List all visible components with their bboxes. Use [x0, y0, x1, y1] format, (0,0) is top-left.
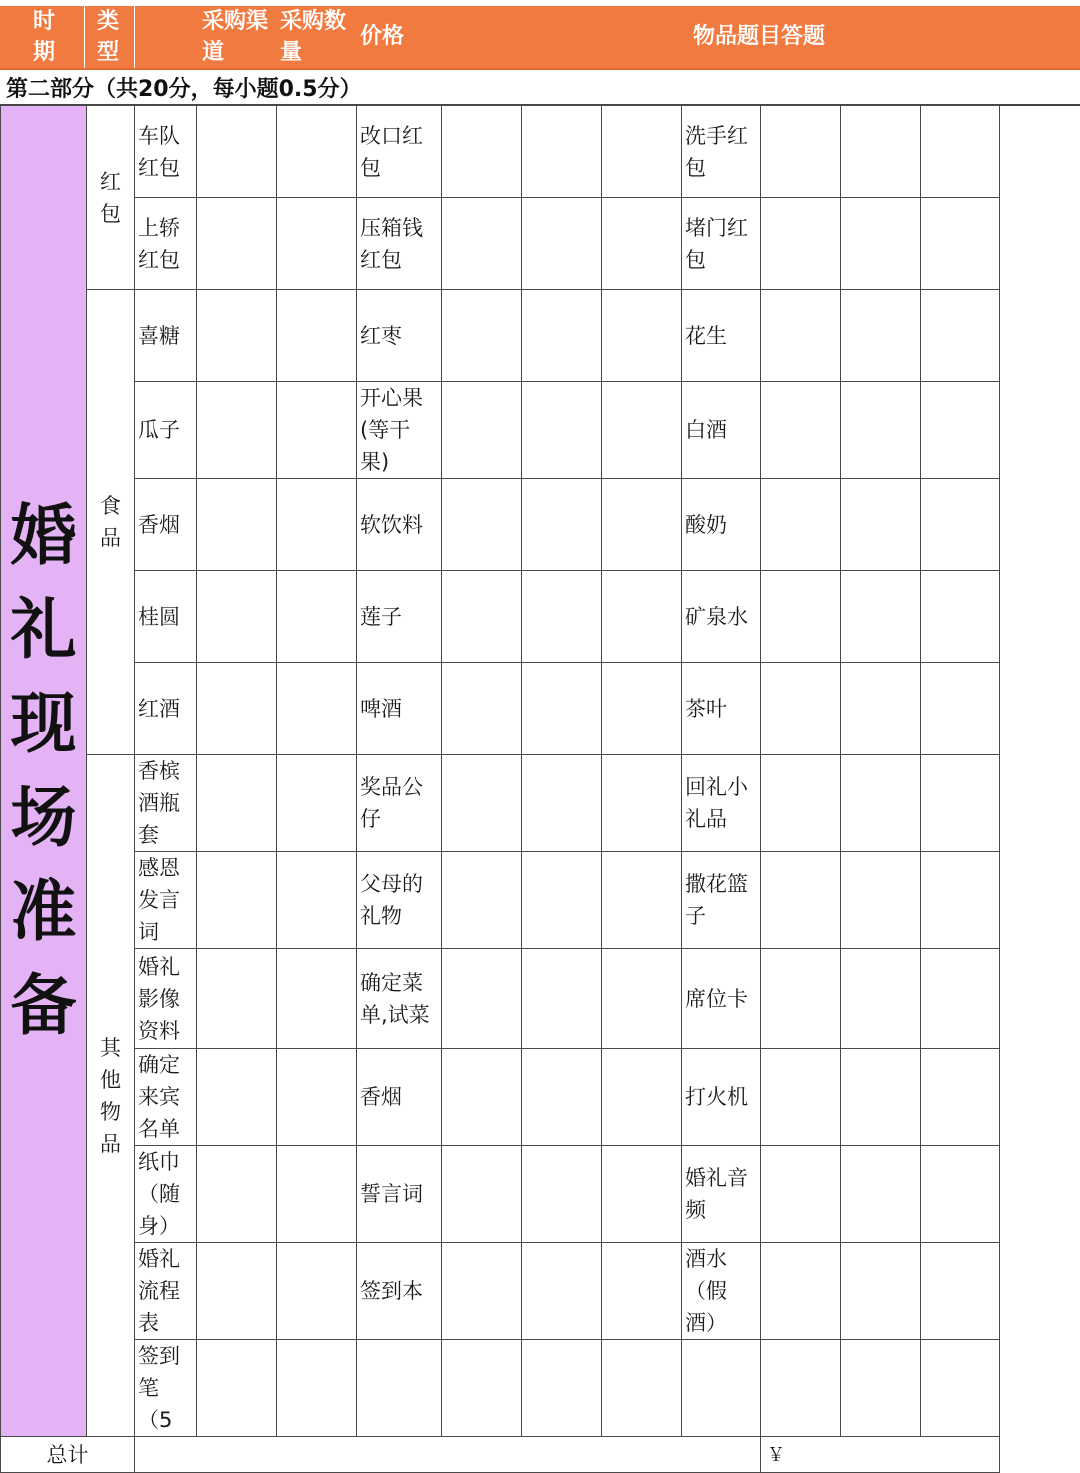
category-hongbao — [87, 106, 135, 290]
answer-cell[interactable] — [761, 1340, 841, 1437]
answer-cell[interactable] — [761, 852, 841, 949]
item-label: 车队红包 — [138, 123, 180, 180]
answer-cell[interactable] — [197, 382, 277, 479]
item-cell — [357, 382, 442, 479]
answer-cell[interactable] — [921, 1243, 1000, 1340]
answer-cell[interactable] — [921, 290, 1000, 382]
section-title: 第二部分（共20分，每小题0.5分） — [6, 77, 362, 102]
item-cell — [682, 106, 761, 198]
item-cell — [682, 1146, 761, 1243]
table-row — [1, 479, 1000, 571]
answer-cell[interactable] — [442, 755, 522, 852]
item-label: 酒水（假酒） — [685, 1247, 727, 1335]
answer-cell[interactable] — [602, 290, 682, 382]
answer-cell[interactable] — [602, 949, 682, 1049]
answer-cell[interactable] — [442, 1243, 522, 1340]
item-label: 婚礼流程表 — [138, 1247, 180, 1335]
item-cell — [135, 1049, 197, 1146]
answer-cell[interactable] — [522, 1146, 602, 1243]
table-row — [1, 1049, 1000, 1146]
table-row — [1, 1243, 1000, 1340]
answer-cell[interactable] — [921, 755, 1000, 852]
answer-cell[interactable] — [841, 1243, 921, 1340]
answer-cell[interactable] — [522, 663, 602, 755]
item-cell — [357, 479, 442, 571]
answer-cell[interactable] — [277, 382, 357, 479]
item-label: 回礼小礼品 — [685, 775, 748, 831]
item-label: 酸奶 — [685, 512, 727, 537]
answer-cell[interactable] — [841, 382, 921, 479]
answer-cell[interactable] — [602, 852, 682, 949]
total-blank-cell — [135, 1437, 761, 1473]
header-period: 时期 — [33, 9, 56, 65]
item-label: 莲子 — [360, 604, 402, 629]
answer-cell[interactable] — [921, 382, 1000, 479]
answer-cell[interactable] — [197, 949, 277, 1049]
answer-cell[interactable] — [921, 852, 1000, 949]
answer-cell[interactable] — [277, 852, 357, 949]
item-label: 签到笔（5 — [138, 1344, 180, 1432]
table-row — [1, 106, 1000, 198]
item-label: 席位卡 — [685, 986, 748, 1011]
answer-cell[interactable] — [921, 949, 1000, 1049]
item-cell — [682, 852, 761, 949]
item-cell — [682, 663, 761, 755]
answer-cell[interactable] — [921, 1049, 1000, 1146]
table-row — [1, 571, 1000, 663]
answer-cell[interactable] — [841, 290, 921, 382]
item-label: 婚礼音频 — [685, 1166, 748, 1222]
answer-cell[interactable] — [522, 1049, 602, 1146]
category-label: 红包 — [100, 169, 121, 226]
item-cell — [135, 571, 197, 663]
answer-cell[interactable] — [921, 1146, 1000, 1243]
item-label: 喜糖 — [138, 323, 180, 348]
answer-cell[interactable] — [522, 852, 602, 949]
answer-cell[interactable] — [277, 571, 357, 663]
answer-cell[interactable] — [761, 382, 841, 479]
answer-cell[interactable] — [277, 663, 357, 755]
item-label: 洗手红包 — [685, 123, 748, 180]
answer-cell[interactable] — [277, 1243, 357, 1340]
answer-cell[interactable] — [841, 755, 921, 852]
item-cell — [135, 1340, 197, 1437]
item-cell — [135, 852, 197, 949]
header-price: 价格 — [360, 24, 405, 49]
answer-cell[interactable] — [921, 198, 1000, 290]
answer-cell[interactable] — [761, 106, 841, 198]
item-label: 打火机 — [685, 1085, 748, 1109]
answer-cell[interactable] — [761, 949, 841, 1049]
table-row — [1, 1146, 1000, 1243]
table-row — [1, 852, 1000, 949]
answer-cell[interactable] — [841, 663, 921, 755]
item-label: 茶叶 — [685, 696, 727, 721]
item-label: 确定菜单,试菜 — [360, 970, 430, 1027]
item-cell — [357, 663, 442, 755]
item-cell — [135, 1146, 197, 1243]
total-label: 总计 — [1, 1437, 135, 1473]
answer-cell[interactable] — [197, 1146, 277, 1243]
answer-cell[interactable] — [841, 106, 921, 198]
item-cell — [682, 198, 761, 290]
answer-cell[interactable] — [921, 1340, 1000, 1437]
item-cell — [357, 1049, 442, 1146]
answer-cell[interactable] — [442, 106, 522, 198]
item-label: 香烟 — [138, 512, 180, 537]
answer-cell[interactable] — [522, 479, 602, 571]
answer-cell[interactable] — [197, 1243, 277, 1340]
answer-cell[interactable] — [277, 1340, 357, 1437]
item-cell — [135, 949, 197, 1049]
answer-cell[interactable] — [841, 198, 921, 290]
item-label: 誓言词 — [360, 1182, 423, 1206]
answer-cell[interactable] — [602, 1146, 682, 1243]
item-label: 红枣 — [360, 323, 402, 348]
item-label: 堵门红包 — [685, 215, 748, 272]
answer-cell[interactable] — [197, 479, 277, 571]
answer-cell[interactable] — [602, 1049, 682, 1146]
header-divider — [134, 6, 135, 68]
answer-cell[interactable] — [602, 1340, 682, 1437]
answer-cell[interactable] — [442, 949, 522, 1049]
answer-cell[interactable] — [921, 663, 1000, 755]
answer-cell[interactable] — [602, 382, 682, 479]
item-cell — [357, 852, 442, 949]
answer-cell[interactable] — [277, 106, 357, 198]
item-cell — [357, 290, 442, 382]
answer-cell[interactable] — [761, 290, 841, 382]
answer-cell[interactable] — [197, 755, 277, 852]
item-cell — [135, 290, 197, 382]
answer-cell[interactable] — [602, 198, 682, 290]
header-channel: 采购渠道 — [202, 9, 269, 65]
item-cell — [135, 663, 197, 755]
answer-cell[interactable] — [277, 290, 357, 382]
answer-cell[interactable] — [277, 755, 357, 852]
item-cell — [682, 290, 761, 382]
item-cell — [682, 1340, 761, 1437]
answer-cell[interactable] — [442, 571, 522, 663]
item-label: 花生 — [685, 323, 727, 348]
item-label: 香烟 — [360, 1085, 402, 1109]
item-cell — [682, 1243, 761, 1340]
answer-cell[interactable] — [277, 949, 357, 1049]
answer-cell[interactable] — [277, 1146, 357, 1243]
answer-cell[interactable] — [602, 663, 682, 755]
item-label: 啤酒 — [360, 696, 402, 721]
answer-cell[interactable] — [277, 198, 357, 290]
table-header — [0, 6, 1080, 70]
header-answer: 物品题目答题 — [693, 24, 826, 49]
item-label: 奖品公仔 — [360, 775, 423, 831]
item-label: 父母的礼物 — [360, 872, 423, 928]
item-cell — [357, 571, 442, 663]
answer-cell[interactable] — [442, 663, 522, 755]
item-label: 白酒 — [685, 418, 727, 442]
answer-cell[interactable] — [197, 106, 277, 198]
answer-cell[interactable] — [841, 479, 921, 571]
answer-cell[interactable] — [921, 479, 1000, 571]
answer-cell[interactable] — [442, 290, 522, 382]
table-row — [1, 1340, 1000, 1437]
item-cell — [682, 382, 761, 479]
answer-cell[interactable] — [442, 1340, 522, 1437]
item-cell — [135, 198, 197, 290]
answer-cell[interactable] — [442, 479, 522, 571]
item-cell — [135, 382, 197, 479]
answer-cell[interactable] — [522, 949, 602, 1049]
category-label: 其他物品 — [100, 1035, 121, 1156]
item-cell — [682, 571, 761, 663]
answer-cell[interactable] — [522, 198, 602, 290]
item-cell — [357, 1146, 442, 1243]
answer-cell[interactable] — [522, 106, 602, 198]
period-label: 婚礼现场准备 — [10, 497, 77, 1044]
item-cell — [357, 106, 442, 198]
answer-cell[interactable] — [522, 1340, 602, 1437]
answer-cell[interactable] — [761, 663, 841, 755]
table-row — [1, 755, 1000, 852]
item-label: 感恩发言词 — [138, 856, 180, 944]
item-cell — [135, 1243, 197, 1340]
answer-cell[interactable] — [442, 382, 522, 479]
answer-cell[interactable] — [841, 1146, 921, 1243]
header-type: 类型 — [97, 9, 120, 65]
item-label: 纸巾（随身） — [138, 1150, 180, 1238]
item-cell — [357, 1243, 442, 1340]
item-label: 桂圆 — [138, 604, 180, 629]
table-row — [1, 290, 1000, 382]
answer-cell[interactable] — [841, 571, 921, 663]
answer-cell[interactable] — [602, 1243, 682, 1340]
item-cell — [682, 1049, 761, 1146]
item-label: 婚礼影像资料 — [138, 954, 180, 1043]
item-label: 压箱钱红包 — [360, 215, 423, 272]
period-cell — [1, 106, 87, 1437]
table-row — [1, 949, 1000, 1049]
answer-cell[interactable] — [442, 1049, 522, 1146]
item-label: 上轿红包 — [138, 215, 180, 272]
answer-cell[interactable] — [197, 198, 277, 290]
answer-cell[interactable] — [522, 1243, 602, 1340]
item-table — [0, 105, 1000, 1473]
answer-cell[interactable] — [522, 571, 602, 663]
category-label: 食品 — [100, 494, 121, 550]
answer-cell[interactable] — [841, 949, 921, 1049]
item-label: 红酒 — [138, 696, 180, 721]
answer-cell[interactable] — [841, 852, 921, 949]
item-cell — [682, 755, 761, 852]
item-cell — [682, 479, 761, 571]
item-cell — [682, 949, 761, 1049]
answer-cell[interactable] — [522, 755, 602, 852]
table-row — [1, 663, 1000, 755]
answer-cell[interactable] — [277, 479, 357, 571]
answer-cell[interactable] — [602, 479, 682, 571]
answer-cell[interactable] — [602, 106, 682, 198]
item-label: 矿泉水 — [685, 604, 748, 629]
item-cell — [135, 106, 197, 198]
item-label: 软饮料 — [360, 512, 423, 537]
item-label: 香槟酒瓶套 — [138, 759, 180, 847]
item-label: 签到本 — [360, 1279, 423, 1303]
answer-cell[interactable] — [761, 1243, 841, 1340]
table-row — [1, 198, 1000, 290]
answer-cell[interactable] — [602, 755, 682, 852]
answer-cell[interactable] — [277, 1049, 357, 1146]
item-label: 瓜子 — [138, 418, 180, 442]
item-label: 撒花篮子 — [685, 872, 748, 928]
item-label: 开心果(等干果) — [360, 386, 423, 474]
answer-cell[interactable] — [921, 571, 1000, 663]
answer-cell[interactable] — [761, 1049, 841, 1146]
answer-cell[interactable] — [442, 852, 522, 949]
currency-symbol: ￥ — [767, 1444, 785, 1466]
item-cell — [135, 755, 197, 852]
header-divider — [84, 6, 85, 68]
section-title-bar — [0, 70, 1080, 106]
answer-cell[interactable] — [761, 755, 841, 852]
answer-cell[interactable] — [602, 571, 682, 663]
answer-cell[interactable] — [841, 1049, 921, 1146]
item-cell — [357, 949, 442, 1049]
answer-cell[interactable] — [442, 198, 522, 290]
table-row — [1, 382, 1000, 479]
item-label: 确定来宾名单 — [138, 1053, 180, 1141]
total-value-cell[interactable] — [761, 1437, 1000, 1473]
category-other — [87, 755, 135, 1437]
answer-cell[interactable] — [841, 1340, 921, 1437]
answer-cell[interactable] — [197, 663, 277, 755]
item-cell — [135, 479, 197, 571]
item-cell — [357, 198, 442, 290]
item-cell — [357, 755, 442, 852]
category-food — [87, 290, 135, 755]
answer-cell[interactable] — [761, 198, 841, 290]
item-cell — [357, 1340, 442, 1437]
item-label: 改口红包 — [360, 123, 423, 180]
answer-cell[interactable] — [197, 1049, 277, 1146]
answer-cell[interactable] — [522, 290, 602, 382]
answer-cell[interactable] — [761, 1146, 841, 1243]
answer-cell[interactable] — [522, 382, 602, 479]
answer-cell[interactable] — [197, 571, 277, 663]
answer-cell[interactable] — [197, 852, 277, 949]
answer-cell[interactable] — [761, 479, 841, 571]
answer-cell[interactable] — [197, 1340, 277, 1437]
answer-cell[interactable] — [197, 290, 277, 382]
header-quantity: 采购数量 — [280, 9, 347, 65]
total-row — [1, 1437, 1000, 1473]
answer-cell[interactable] — [442, 1146, 522, 1243]
answer-cell[interactable] — [761, 571, 841, 663]
answer-cell[interactable] — [921, 106, 1000, 198]
